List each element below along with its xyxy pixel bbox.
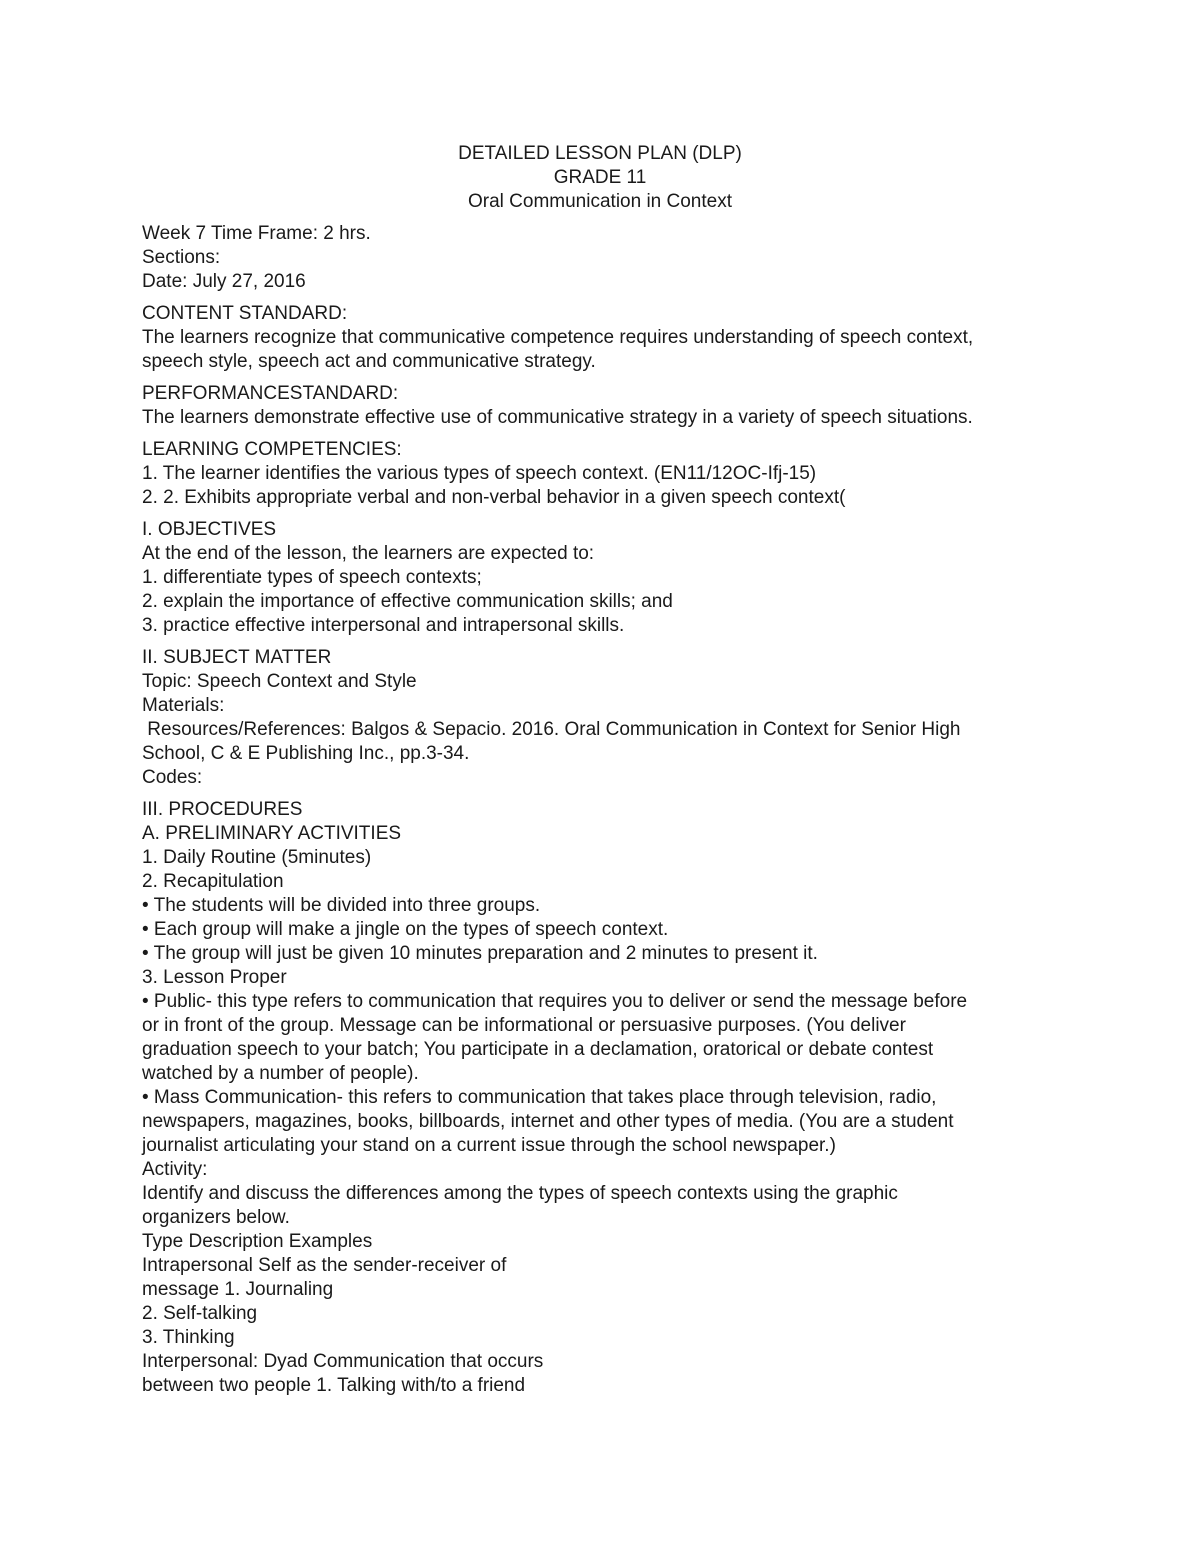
document-title: DETAILED LESSON PLAN (DLP) [458, 143, 742, 164]
list-item: 3. Lesson Proper [142, 967, 287, 988]
paragraph-line: graduation speech to your batch; You participate in a declamation, oratorical or debate contest [142, 1039, 934, 1060]
table-line: message 1. Journaling [142, 1279, 334, 1300]
content-standard-section [142, 302, 1062, 374]
performance-standard-section [142, 382, 1062, 430]
activity-label: Activity: [142, 1159, 208, 1180]
table-line: between two people 1. Talking with/to a friend [142, 1375, 526, 1396]
section-heading: CONTENT STANDARD: [142, 303, 348, 324]
table-line: Intrapersonal Self as the sender-receiver of [142, 1255, 507, 1276]
references-line: School, C & E Publishing Inc., pp.3-34. [142, 743, 470, 764]
grade-level: GRADE 11 [553, 167, 647, 188]
list-item: 1. differentiate types of speech contexts; [142, 567, 482, 588]
procedures-section [142, 798, 1062, 1398]
document-body [142, 222, 1062, 1406]
table-header-line: Type Description Examples [142, 1231, 373, 1252]
paragraph-line: speech style, speech act and communicative strategy. [142, 351, 596, 372]
table-line: 2. Self-talking [142, 1303, 258, 1324]
subject-title: Oral Communication in Context [468, 191, 732, 212]
bullet-item: • The group will just be given 10 minutes preparation and 2 minutes to present it. [142, 943, 818, 964]
references-line: Resources/References: Balgos & Sepacio. 2016. Oral Communication in Context for Senior High [142, 719, 961, 740]
section-heading: III. PROCEDURES [142, 799, 303, 820]
list-item: 2. Recapitulation [142, 871, 284, 892]
bullet-item: • Mass Communication- this refers to communication that takes place through television, radio, [142, 1087, 937, 1108]
paragraph-line: journalist articulating your stand on a current issue through the school newspaper.) [142, 1135, 836, 1156]
codes-line: Codes: [142, 767, 203, 788]
subsection-heading: A. PRELIMINARY ACTIVITIES [142, 823, 402, 844]
paragraph-line: Identify and discuss the differences among the types of speech contexts using the graphic [142, 1183, 898, 1204]
document-header [0, 142, 1200, 214]
materials-line: Materials: [142, 695, 225, 716]
list-item: 2. explain the importance of effective communication skills; and [142, 591, 673, 612]
section-heading: LEARNING COMPETENCIES: [142, 439, 402, 460]
list-item: 1. Daily Routine (5minutes) [142, 847, 372, 868]
table-line: 3. Thinking [142, 1327, 235, 1348]
bullet-item: • The students will be divided into three groups. [142, 895, 541, 916]
time-frame: Week 7 Time Frame: 2 hrs. [142, 223, 371, 244]
table-line: Interpersonal: Dyad Communication that occurs [142, 1351, 544, 1372]
objectives-section [142, 518, 1062, 638]
paragraph-line: At the end of the lesson, the learners are expected to: [142, 543, 595, 564]
sections: Sections: [142, 247, 221, 268]
topic-line: Topic: Speech Context and Style [142, 671, 417, 692]
section-heading: II. SUBJECT MATTER [142, 647, 332, 668]
paragraph-line: The learners demonstrate effective use of communicative strategy in a variety of speech situations. [142, 407, 973, 428]
list-item: 3. practice effective interpersonal and intrapersonal skills. [142, 615, 625, 636]
bullet-item: • Public- this type refers to communication that requires you to deliver or send the message before [142, 991, 968, 1012]
lesson-info [142, 222, 1062, 294]
paragraph-line: organizers below. [142, 1207, 290, 1228]
paragraph-line: newspapers, magazines, books, billboards, internet and other types of media. (You are a student [142, 1111, 954, 1132]
lesson-date: Date: July 27, 2016 [142, 271, 306, 292]
bullet-item: • Each group will make a jingle on the types of speech context. [142, 919, 669, 940]
list-item: 2. 2. Exhibits appropriate verbal and non-verbal behavior in a given speech context( [142, 487, 846, 508]
section-heading: PERFORMANCESTANDARD: [142, 383, 399, 404]
paragraph-line: The learners recognize that communicative competence requires understanding of speech context, [142, 327, 974, 348]
section-heading: I. OBJECTIVES [142, 519, 277, 540]
list-item: 1. The learner identifies the various types of speech context. (EN11/12OC-Ifj-15) [142, 463, 817, 484]
paragraph-line: or in front of the group. Message can be informational or persuasive purposes. (You deliver [142, 1015, 906, 1036]
learning-competencies-section [142, 438, 1062, 510]
paragraph-line: watched by a number of people). [142, 1063, 419, 1084]
subject-matter-section [142, 646, 1062, 790]
